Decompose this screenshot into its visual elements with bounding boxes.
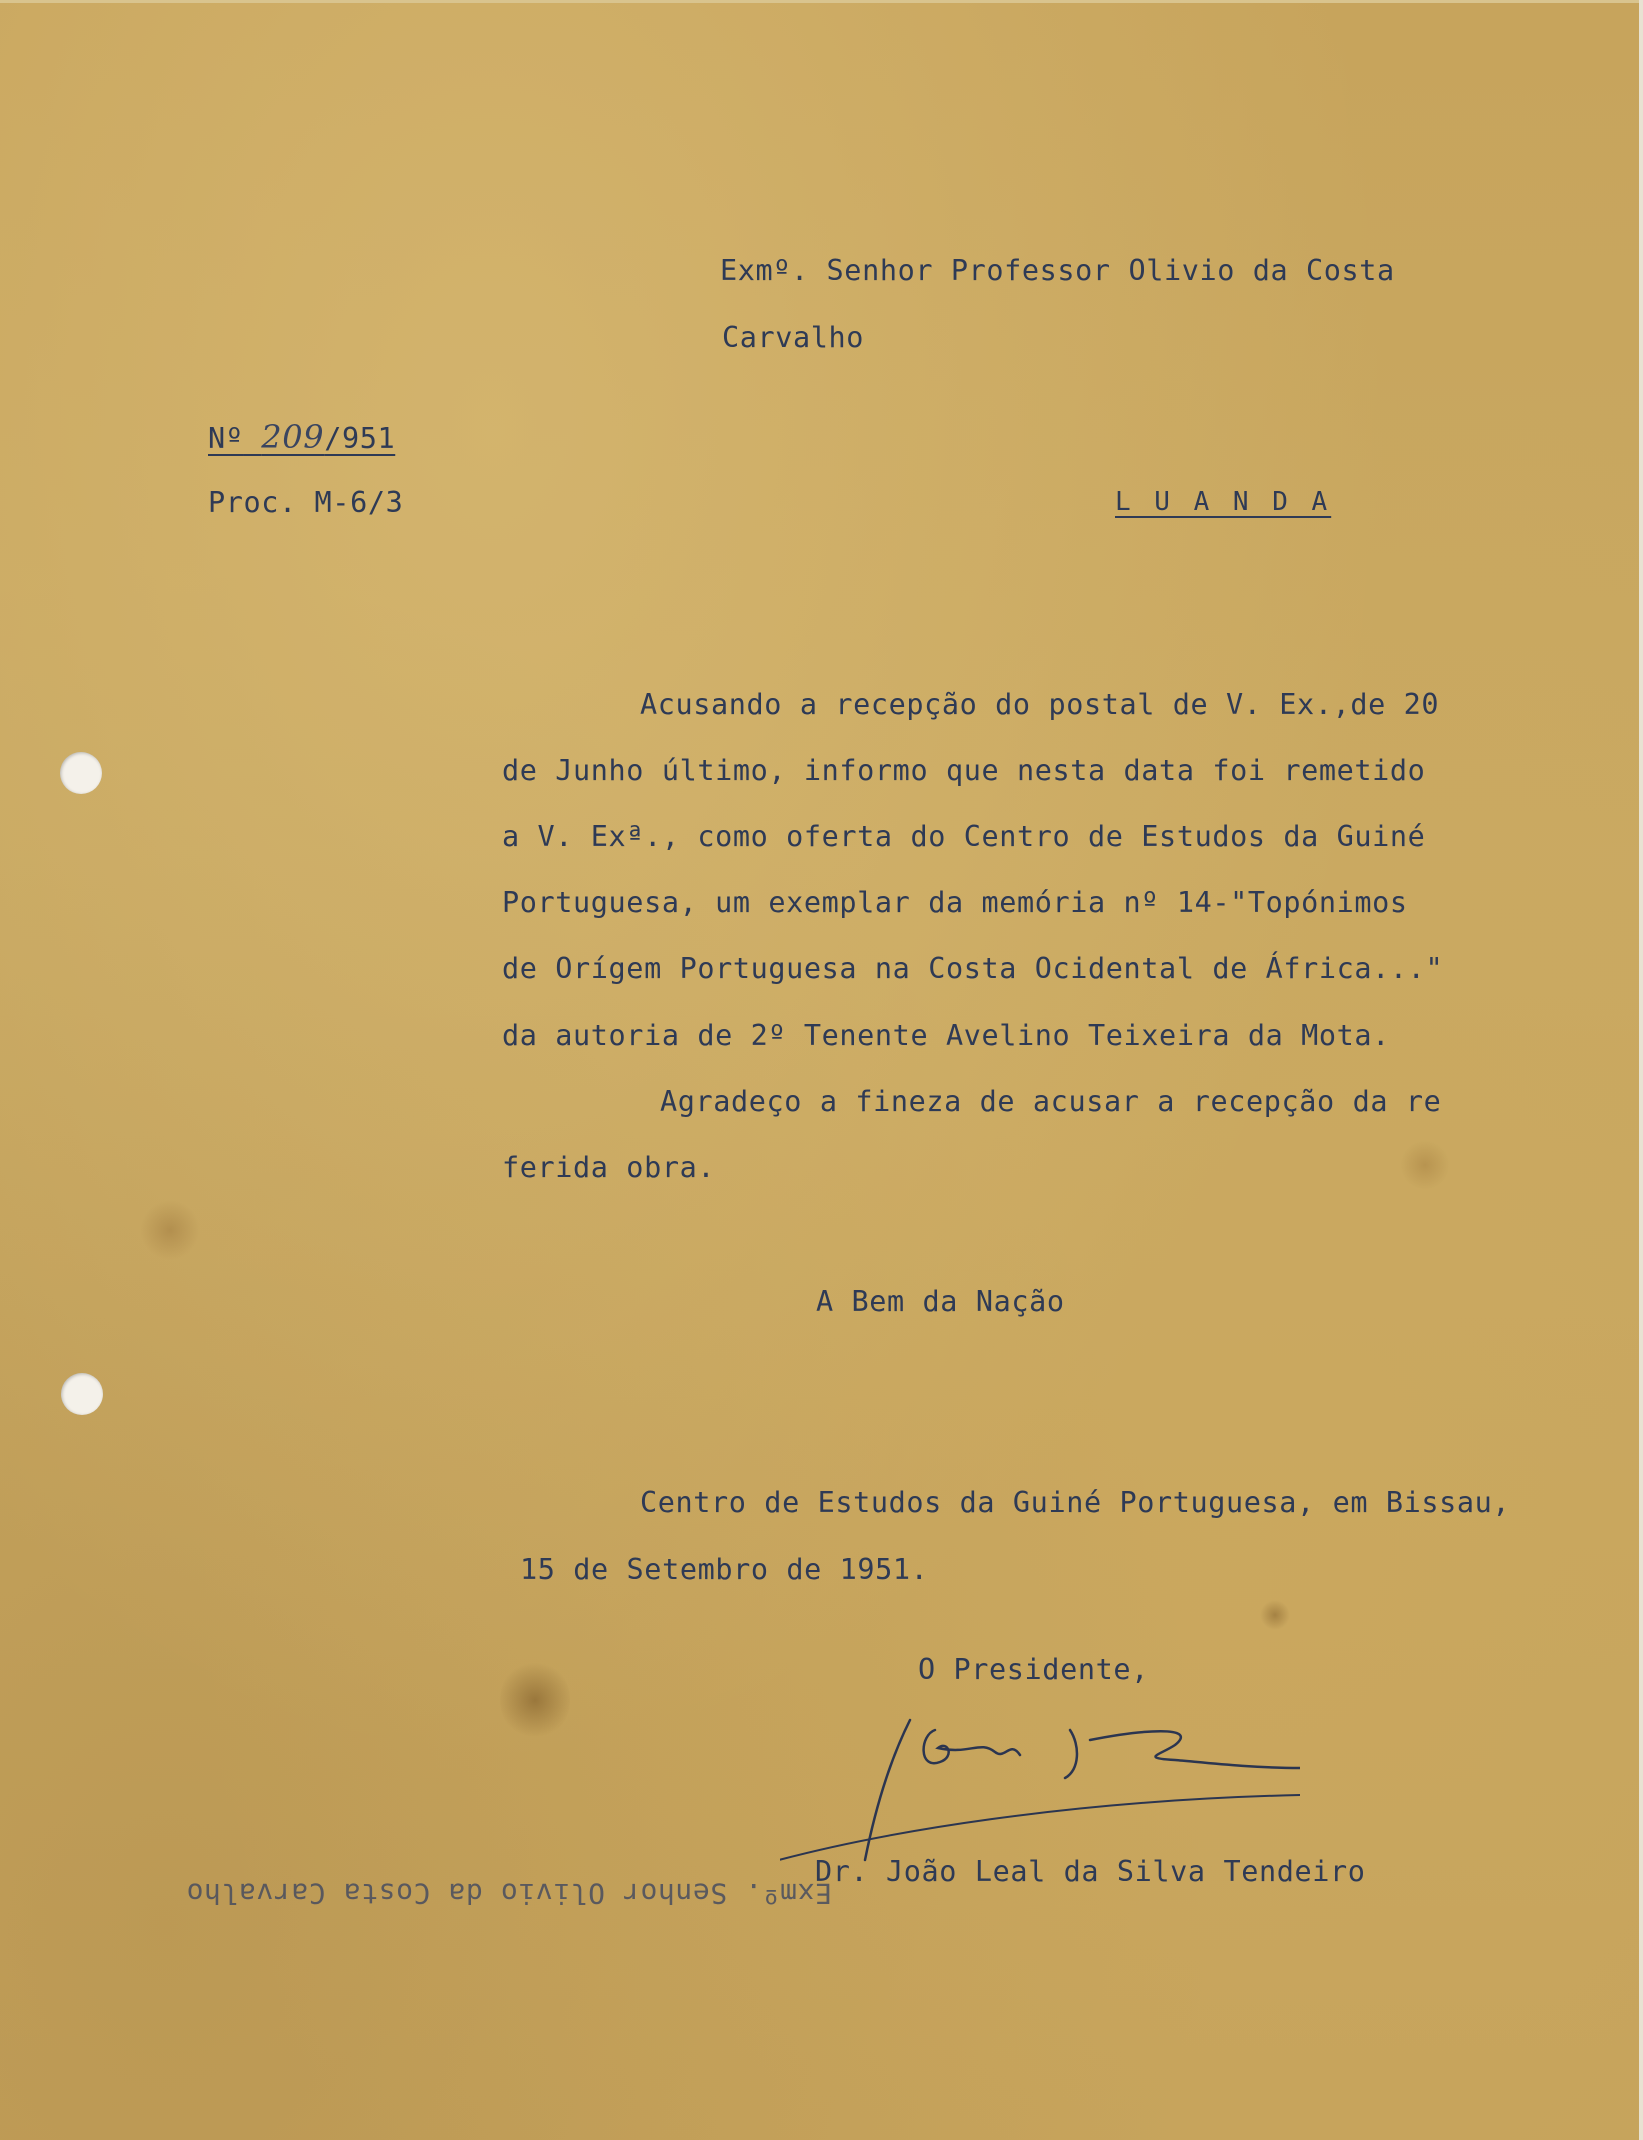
process-number: Proc. M-6/3 (208, 486, 404, 519)
salutation: A Bem da Nação (816, 1285, 1065, 1318)
stain-mark (1260, 1600, 1290, 1630)
reference-number (208, 418, 396, 456)
body-line: Portuguesa, um exemplar da memória nº 14-"Topónimos (502, 886, 1408, 919)
body-line: da autoria de 2º Tenente Avelino Teixeira da Mota. (502, 1019, 1390, 1052)
reference-number-handwritten: 209 (261, 418, 325, 456)
signatory-title: O Presidente, (918, 1653, 1149, 1686)
body-line: a V. Exª., como oferta do Centro de Estudos da Guiné (502, 820, 1426, 853)
body-line: de Junho último, informo que nesta data foi remetido (502, 754, 1426, 787)
stain-mark (1400, 1140, 1450, 1190)
punch-hole-bottom (61, 1373, 103, 1415)
punch-hole-top (60, 752, 102, 794)
reference-number-suffix: /951 (324, 422, 396, 455)
mirrored-offset-text: Exmº. Senhor Olivio da Costa Carvalho (186, 1877, 832, 1910)
reference-number-prefix: Nº (208, 422, 244, 455)
page-top-edge (0, 0, 1643, 3)
stain-mark (140, 1200, 200, 1260)
stain-mark (500, 1660, 570, 1740)
addressee-line-2: Carvalho (722, 321, 865, 354)
place-date-line-2: 15 de Setembro de 1951. (520, 1553, 929, 1586)
signatory-name: Dr. João Leal da Silva Tendeiro (815, 1855, 1366, 1888)
body-line: de Orígem Portuguesa na Costa Ocidental de África..." (502, 952, 1444, 985)
signature (780, 1700, 1300, 1880)
page-right-edge (1639, 0, 1643, 2140)
thanks-line-2: ferida obra. (502, 1151, 716, 1184)
addressee-line-1: Exmº. Senhor Professor Olivio da Costa (720, 254, 1395, 287)
destination: L U A N D A (1115, 487, 1332, 517)
thanks-line-1: Agradeço a fineza de acusar a recepção da re (660, 1085, 1442, 1118)
place-date-line-1: Centro de Estudos da Guiné Portuguesa, em Bissau, (640, 1486, 1511, 1519)
body-line: Acusando a recepção do postal de V. Ex.,de 20 (640, 688, 1440, 721)
